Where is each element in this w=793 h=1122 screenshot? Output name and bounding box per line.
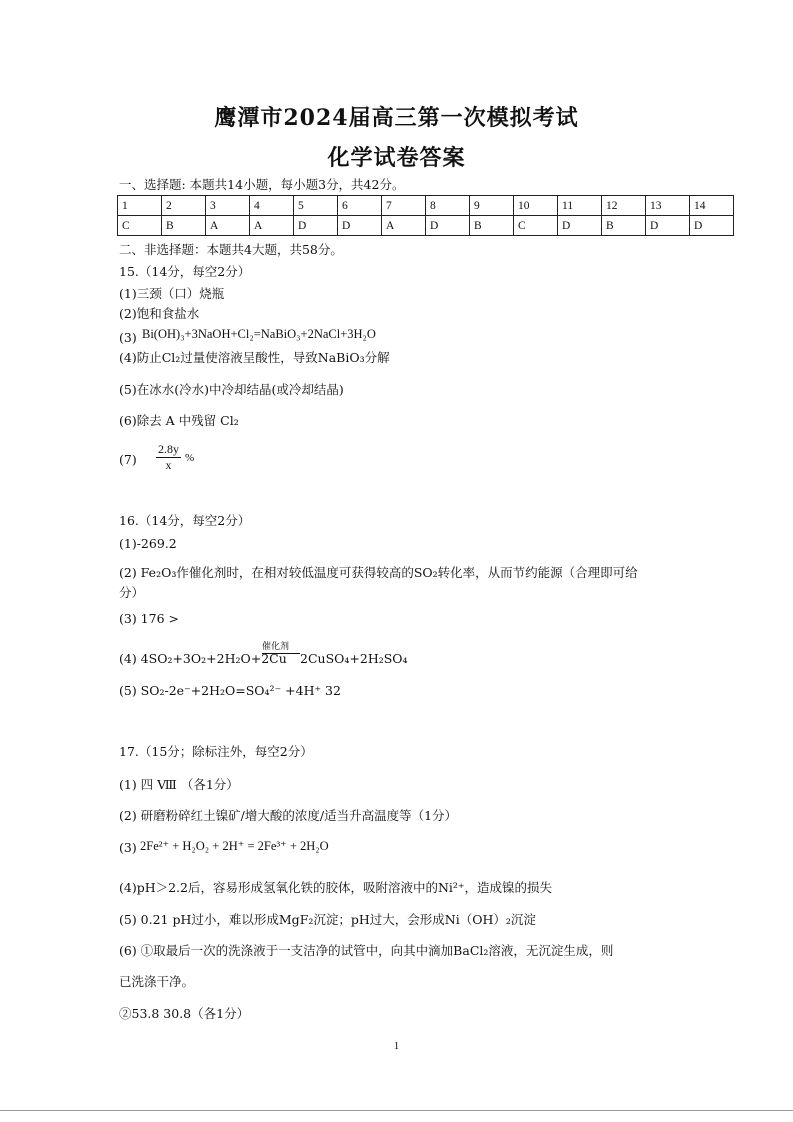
q16-answer-1: (1)-269.2 [119, 536, 177, 551]
section2-heading: 二、非选择题：本题共4大题，共58分。 [119, 242, 343, 257]
q17-heading: 17.（15分；除标注外，每空2分） [119, 744, 313, 759]
question-number-cell: 1 [118, 196, 162, 216]
question-number-cell: 5 [294, 196, 338, 216]
q17-answer-3-formula: 2Fe²⁺ + H₂O₂ + 2H⁺ = 2Fe³⁺ + 2H₂O [140, 839, 329, 853]
q15-heading: 15.（14分，每空2分） [119, 264, 251, 279]
answer-table [117, 195, 734, 236]
answer-cell: B [602, 216, 646, 236]
q16-answer-4-right: 2CuSO₄+2H₂SO₄ [300, 651, 408, 666]
section1-heading: 一、选择题: 本题共14小题，每小题3分，共42分。 [119, 177, 405, 192]
answer-cell: C [514, 216, 558, 236]
q17-answer-6-line1: (6) ①取最后一次的洗涤液于一支洁净的试管中，向其中滴加BaCl₂溶液，无沉淀生成，则 [119, 943, 614, 958]
answer-cell: D [690, 216, 734, 236]
question-number-cell: 8 [426, 196, 470, 216]
q16-answer-4-left: (4) 4SO₂+3O₂+2H₂O+2Cu [119, 651, 287, 666]
fraction-denominator: x [165, 458, 172, 472]
q15-answer-7-unit: % [185, 452, 195, 464]
reaction-arrow-line [262, 653, 300, 654]
exam-title: 鹰潭市2024届高三第一次模拟考试 [214, 105, 579, 131]
q15-answer-7-fraction [156, 442, 181, 473]
question-number-cell: 4 [250, 196, 294, 216]
question-number-cell: 10 [514, 196, 558, 216]
q15-answer-3-label: (3) [119, 330, 137, 345]
question-number-cell: 3 [206, 196, 250, 216]
question-number-cell: 2 [162, 196, 206, 216]
answer-cell: A [206, 216, 250, 236]
q17-answer-2: (2) 研磨粉碎红土镍矿/增大酸的浓度/适当升高温度等（1分） [119, 808, 458, 823]
q17-answer-5: (5) 0.21 pH过小，难以形成MgF₂沉淀；pH过大，会形成Ni（OH）₂沉淀 [119, 912, 536, 927]
answer-table-number-row [118, 196, 734, 216]
question-number-cell: 7 [382, 196, 426, 216]
answer-cell: D [294, 216, 338, 236]
page-number: 1 [393, 1040, 400, 1052]
q15-answer-1: (1)三颈（口）烧瓶 [119, 286, 225, 301]
question-number-cell: 13 [646, 196, 690, 216]
q15-answer-2: (2)饱和食盐水 [119, 306, 200, 321]
catalyst-label: 催化剂 [262, 642, 290, 652]
q17-answer-6-line2: 已洗涤干净。 [119, 974, 195, 989]
q17-answer-4: (4)pH＞2.2后，容易形成氢氧化铁的胶体，吸附溶液中的Ni²⁺，造成镍的损失 [119, 880, 553, 895]
answer-cell: C [118, 216, 162, 236]
fraction-numerator: 2.8y [158, 442, 179, 456]
question-number-cell: 6 [338, 196, 382, 216]
q17-answer-7: ②53.8 30.8（各1分） [119, 1006, 250, 1021]
q16-answer-5: (5) SO₂-2e⁻+2H₂O=SO₄²⁻ +4H⁺ 32 [119, 683, 341, 698]
question-number-cell: 11 [558, 196, 602, 216]
answer-cell: B [470, 216, 514, 236]
answer-table-answer-row [118, 216, 734, 236]
q17-answer-3-label: (3) [119, 840, 137, 855]
question-number-cell: 12 [602, 196, 646, 216]
answer-cell: D [338, 216, 382, 236]
answer-cell: A [382, 216, 426, 236]
question-number-cell: 9 [470, 196, 514, 216]
q15-answer-7-label: (7) [119, 452, 137, 467]
answer-cell: B [162, 216, 206, 236]
answer-cell: A [250, 216, 294, 236]
answer-cell: D [558, 216, 602, 236]
q16-answer-3: (3) 176 > [119, 611, 179, 626]
answer-cell: D [646, 216, 690, 236]
question-number-cell: 14 [690, 196, 734, 216]
q15-answer-6: (6)除去 A 中残留 Cl₂ [119, 413, 239, 428]
page-bottom-divider [0, 1110, 793, 1111]
q15-answer-5: (5)在冰水(冷水)中冷却结晶(或冷却结晶) [119, 382, 344, 397]
q17-answer-1: (1) 四 Ⅷ （各1分） [119, 777, 239, 792]
q16-answer-2-line2: 分） [119, 585, 145, 600]
exam-subtitle: 化学试卷答案 [327, 145, 466, 171]
q16-heading: 16.（14分，每空2分） [119, 513, 251, 528]
q15-answer-4: (4)防止Cl₂过量使溶液呈酸性，导致NaBiO₃分解 [119, 350, 390, 365]
q16-answer-2-line1: (2) Fe₂O₃作催化剂时，在相对较低温度可获得较高的SO₂转化率，从而节约能源（合理即可给 [119, 565, 638, 580]
q15-answer-3-formula: Bi(OH)₃+3NaOH+Cl₂=NaBiO₃+2NaCl+3H₂O [142, 327, 376, 341]
answer-cell: D [426, 216, 470, 236]
